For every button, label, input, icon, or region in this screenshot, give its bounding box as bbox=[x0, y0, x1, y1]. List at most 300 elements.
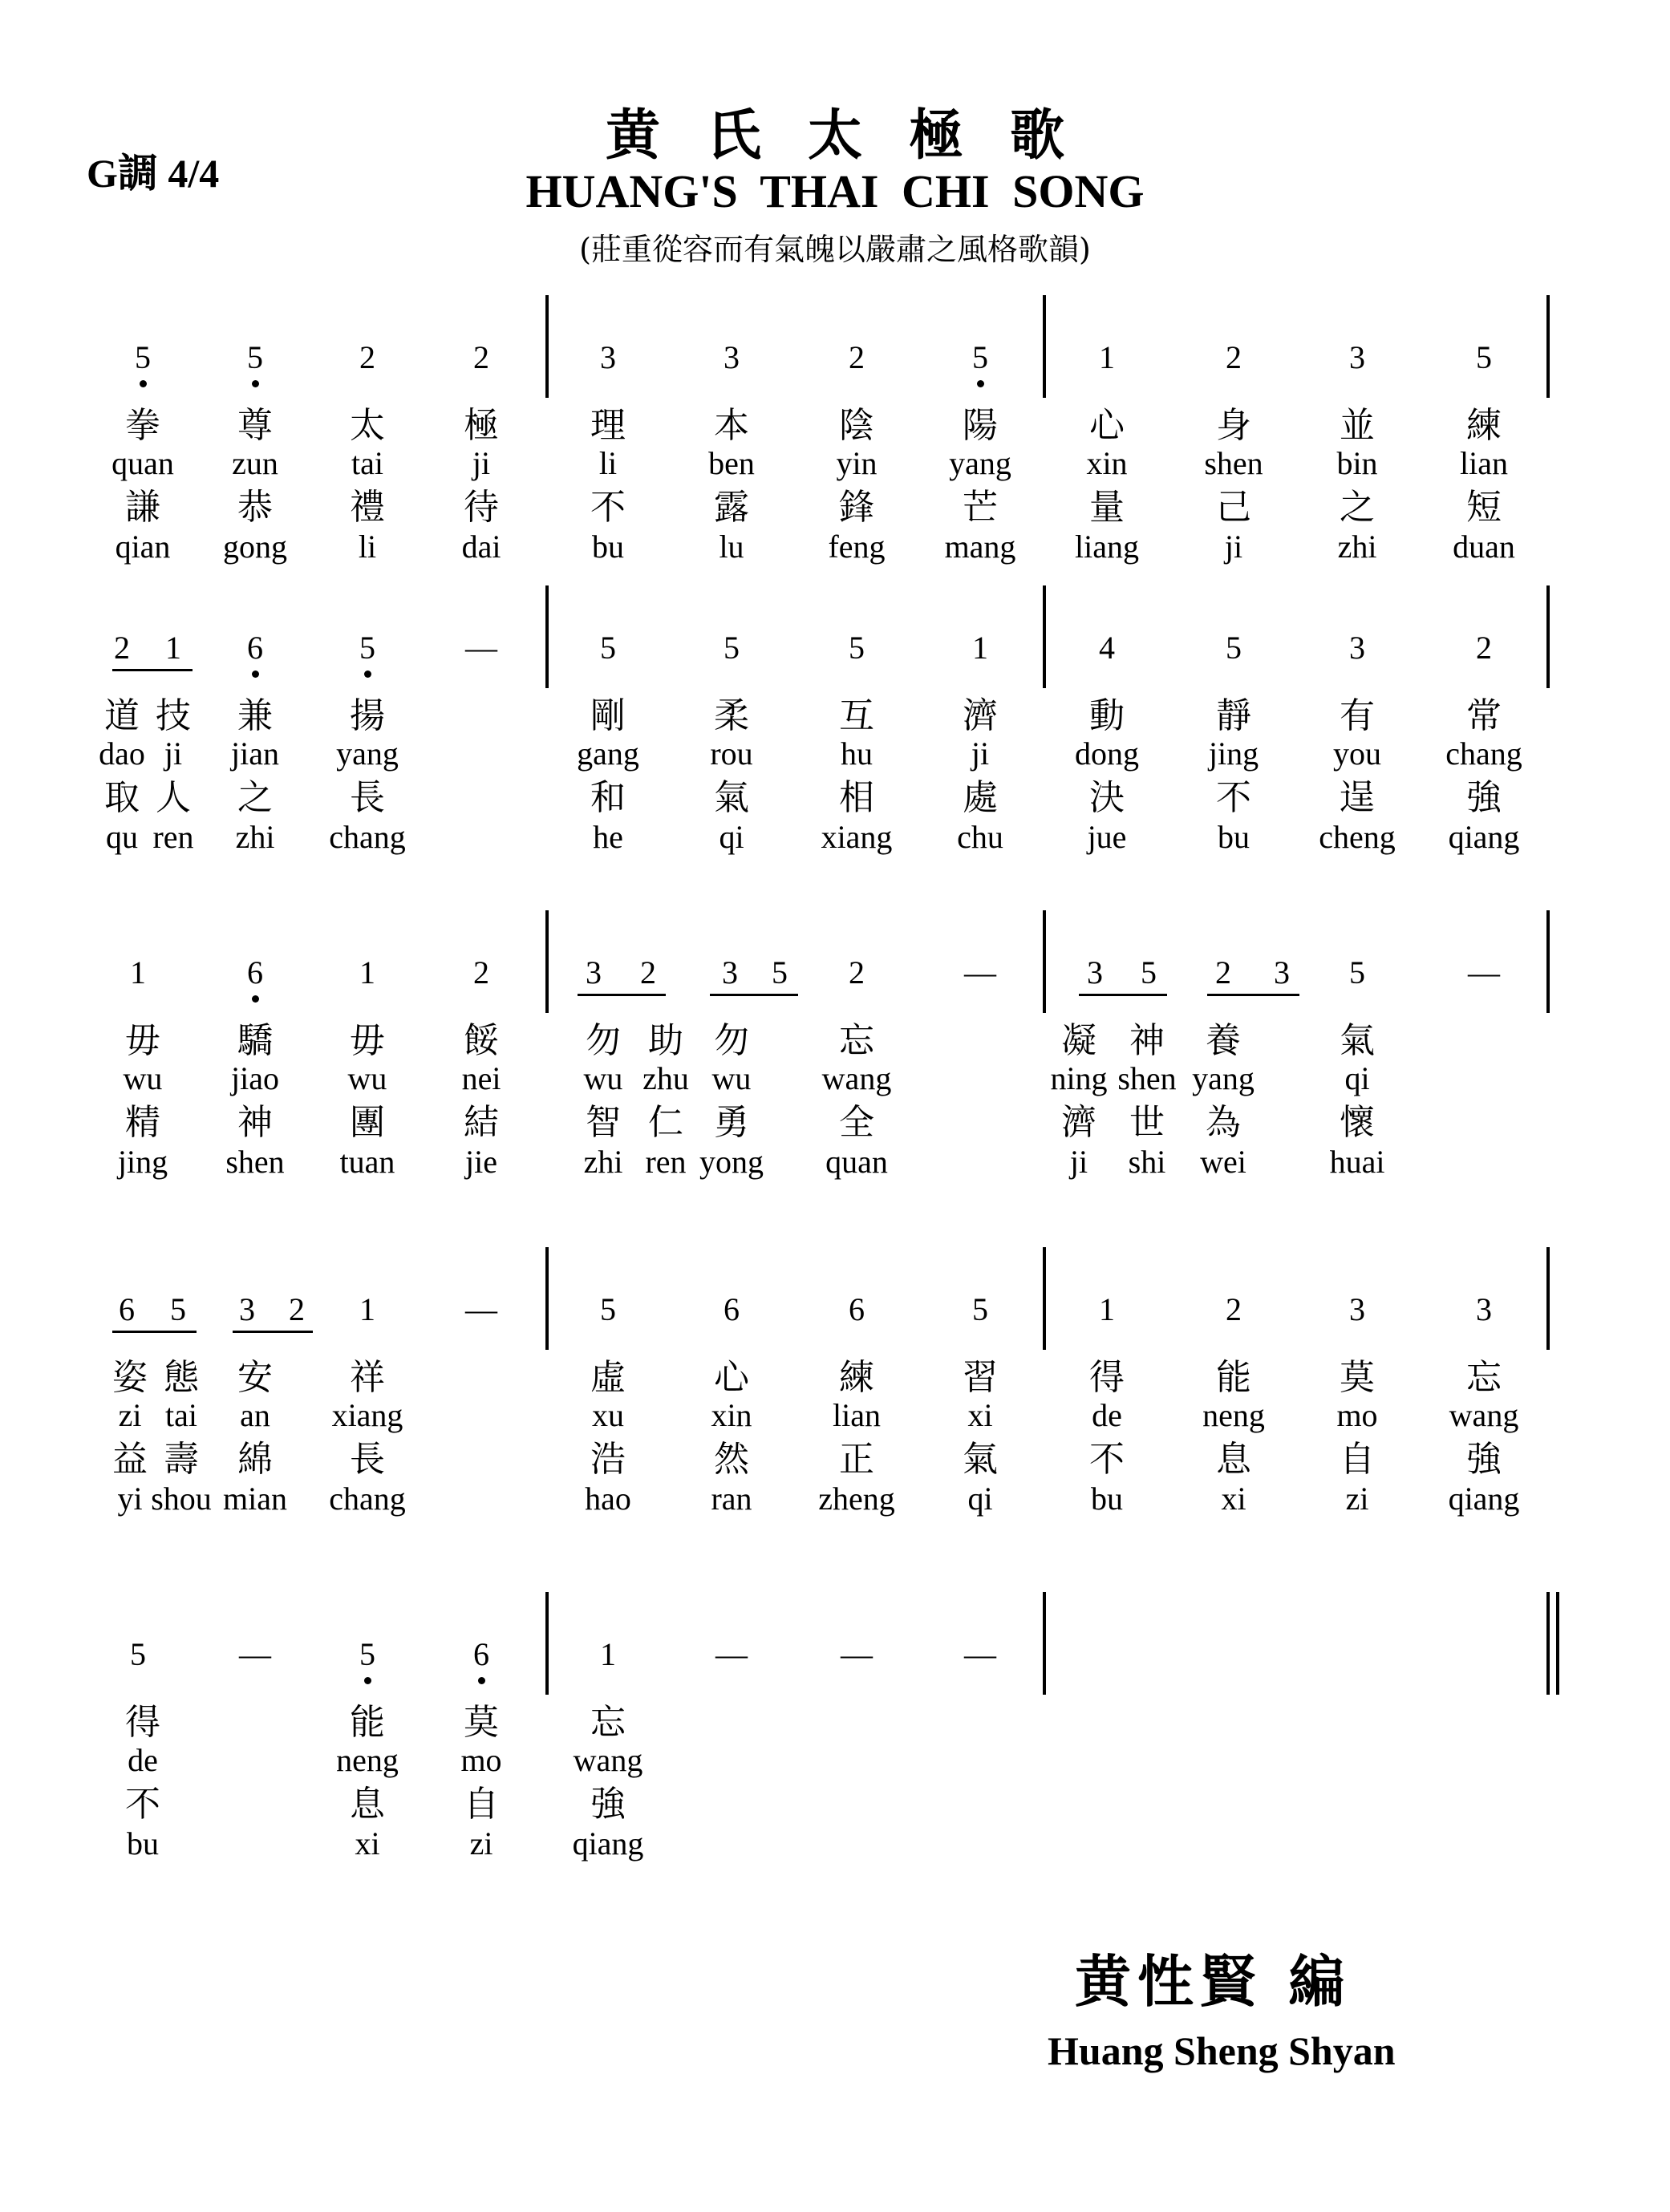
verse-2-character: 然 bbox=[714, 1439, 749, 1480]
verse-1-character: 養 bbox=[1206, 1020, 1241, 1061]
note-value: 3 bbox=[239, 1291, 255, 1327]
note-value: — bbox=[465, 1291, 497, 1327]
note-value: 3 bbox=[586, 954, 602, 991]
verse-2-character: 強 bbox=[590, 1784, 626, 1825]
note-value: 3 bbox=[1087, 954, 1103, 991]
verse-1-pinyin: ning bbox=[1050, 1060, 1108, 1096]
verse-2-pinyin: mang bbox=[944, 529, 1016, 565]
note-value: — bbox=[239, 1636, 271, 1672]
verse-1-character: 常 bbox=[1466, 695, 1502, 736]
verse-1-character: 餒 bbox=[464, 1020, 499, 1061]
verse-2-pinyin: jie bbox=[465, 1144, 497, 1180]
note bbox=[1333, 630, 1381, 666]
octave-dot-below bbox=[364, 1677, 371, 1684]
verse-1-pinyin: wang bbox=[1449, 1397, 1519, 1433]
note-value: 2 bbox=[289, 1291, 305, 1327]
verse-1-pinyin: shen bbox=[1117, 1060, 1177, 1096]
verse-2-pinyin: lu bbox=[719, 529, 744, 565]
verse-2-character: 正 bbox=[839, 1439, 874, 1480]
verse-2-character: 壽 bbox=[164, 1439, 199, 1480]
note-value: 2 bbox=[114, 630, 130, 666]
note bbox=[956, 340, 1004, 375]
note-value: 2 bbox=[1226, 339, 1242, 375]
verse-1-character: 能 bbox=[1216, 1357, 1251, 1398]
verse-2-pinyin: jing bbox=[117, 1144, 168, 1180]
verse-2-character: 露 bbox=[714, 487, 749, 528]
verse-1-character: 柔 bbox=[714, 695, 749, 736]
barline bbox=[1546, 1247, 1550, 1350]
verse-2-character: 不 bbox=[1216, 777, 1251, 818]
note bbox=[707, 630, 756, 666]
note-value: 5 bbox=[972, 339, 988, 375]
note-value: 5 bbox=[972, 1291, 988, 1327]
verse-2-pinyin: yi bbox=[117, 1481, 143, 1517]
barline bbox=[1043, 1592, 1046, 1695]
note bbox=[1083, 1292, 1131, 1327]
note-value: 3 bbox=[1274, 954, 1290, 991]
note-value: 1 bbox=[972, 630, 988, 666]
note-value: 6 bbox=[849, 1291, 865, 1327]
note-value: 5 bbox=[1141, 954, 1157, 991]
music-system bbox=[0, 1255, 1670, 1517]
note-value: 5 bbox=[359, 630, 375, 666]
verse-2-pinyin: xi bbox=[355, 1825, 380, 1862]
verse-2-character: 綿 bbox=[237, 1439, 273, 1480]
note-value: 2 bbox=[640, 954, 656, 991]
verse-2-pinyin: qu bbox=[106, 819, 138, 855]
verse-2-pinyin: chang bbox=[329, 1481, 406, 1517]
barline bbox=[1546, 910, 1550, 1013]
verse-2-pinyin: dai bbox=[461, 529, 501, 565]
verse-1-pinyin: neng bbox=[336, 1742, 399, 1778]
verse-1-pinyin: ji bbox=[164, 735, 183, 772]
octave-dot-below bbox=[478, 1677, 485, 1684]
verse-1-character: 祥 bbox=[350, 1357, 385, 1398]
note-value: 4 bbox=[1099, 630, 1115, 666]
verse-2-pinyin: cheng bbox=[1319, 819, 1396, 855]
verse-2-character: 自 bbox=[1340, 1439, 1375, 1480]
hold-dash bbox=[956, 955, 1004, 991]
note-value: 3 bbox=[724, 339, 740, 375]
verse-2-character: 懷 bbox=[1340, 1102, 1375, 1143]
verse-1-character: 忘 bbox=[1466, 1357, 1502, 1398]
verse-2-character: 世 bbox=[1129, 1102, 1165, 1143]
verse-1-pinyin: rou bbox=[710, 735, 753, 772]
verse-2-character: 強 bbox=[1466, 1439, 1502, 1480]
verse-2-character: 決 bbox=[1089, 777, 1125, 818]
note bbox=[956, 630, 1004, 666]
verse-1-character: 得 bbox=[1089, 1357, 1125, 1398]
verse-1-character: 太 bbox=[350, 405, 385, 446]
page-title-chinese: 黄氏太極歌 bbox=[605, 103, 1111, 168]
octave-dot-below bbox=[252, 380, 259, 387]
verse-2-character: 取 bbox=[104, 777, 140, 818]
verse-1-character: 勿 bbox=[586, 1020, 621, 1061]
verse-2-character: 不 bbox=[590, 487, 626, 528]
verse-2-character: 相 bbox=[839, 777, 874, 818]
note-value: 5 bbox=[247, 339, 263, 375]
note bbox=[1125, 955, 1173, 991]
eighth-note-underline bbox=[710, 994, 798, 996]
note bbox=[223, 1292, 271, 1327]
verse-2-pinyin: ren bbox=[152, 819, 194, 855]
note bbox=[231, 340, 279, 375]
verse-1-pinyin: yang bbox=[949, 445, 1011, 481]
verse-2-character: 恭 bbox=[237, 487, 273, 528]
verse-1-pinyin: li bbox=[598, 445, 618, 481]
verse-2-pinyin: qian bbox=[115, 529, 171, 565]
final-barline-thick bbox=[1556, 1592, 1559, 1695]
verse-2-character: 氣 bbox=[714, 777, 749, 818]
verse-1-pinyin: nei bbox=[461, 1060, 501, 1096]
verse-1-character: 濟 bbox=[963, 695, 998, 736]
note bbox=[98, 630, 146, 666]
verse-2-pinyin: feng bbox=[828, 529, 886, 565]
note-value: 1 bbox=[359, 1291, 375, 1327]
barline bbox=[1546, 295, 1550, 398]
verse-1-character: 揚 bbox=[350, 695, 385, 736]
verse-1-pinyin: xu bbox=[592, 1397, 624, 1433]
verse-1-character: 技 bbox=[156, 695, 191, 736]
verse-1-pinyin: xin bbox=[711, 1397, 752, 1433]
verse-1-pinyin: ji bbox=[472, 445, 491, 481]
note bbox=[1210, 1292, 1258, 1327]
verse-2-pinyin: gong bbox=[223, 529, 287, 565]
verse-2-character: 之 bbox=[1340, 487, 1375, 528]
eighth-note-underline bbox=[1079, 994, 1167, 996]
verse-2-pinyin: quan bbox=[825, 1144, 888, 1180]
verse-2-pinyin: li bbox=[358, 529, 377, 565]
note bbox=[707, 1292, 756, 1327]
hold-dash bbox=[457, 630, 505, 666]
verse-2-pinyin: qiang bbox=[1448, 1481, 1520, 1517]
octave-dot-below bbox=[977, 380, 984, 387]
note-value: 3 bbox=[1349, 630, 1365, 666]
barline bbox=[1043, 1247, 1046, 1350]
verse-2-pinyin: huai bbox=[1329, 1144, 1385, 1180]
verse-2-character: 息 bbox=[350, 1784, 385, 1825]
verse-1-pinyin: neng bbox=[1202, 1397, 1265, 1433]
verse-1-character: 習 bbox=[963, 1357, 998, 1398]
verse-1-character: 尊 bbox=[237, 405, 273, 446]
note-value: 2 bbox=[473, 954, 489, 991]
verse-1-character: 陽 bbox=[963, 405, 998, 446]
verse-1-character: 互 bbox=[839, 695, 874, 736]
octave-dot-below bbox=[140, 380, 147, 387]
barline bbox=[545, 295, 549, 398]
verse-2-character: 仁 bbox=[648, 1102, 683, 1143]
verse-2-pinyin: duan bbox=[1453, 529, 1515, 565]
verse-1-pinyin: jiao bbox=[231, 1060, 279, 1096]
verse-1-character: 心 bbox=[1089, 405, 1125, 446]
hold-dash bbox=[231, 1637, 279, 1672]
page-title-english: HUANG'S THAI CHI SONG bbox=[525, 165, 1145, 217]
verse-2-pinyin: he bbox=[593, 819, 623, 855]
verse-1-pinyin: xin bbox=[1086, 445, 1128, 481]
note-value: 3 bbox=[1349, 1291, 1365, 1327]
verse-1-character: 得 bbox=[125, 1702, 160, 1743]
note bbox=[1199, 955, 1247, 991]
music-system bbox=[0, 918, 1670, 1180]
verse-1-pinyin: bin bbox=[1336, 445, 1378, 481]
verse-1-character: 氣 bbox=[1340, 1020, 1375, 1061]
verse-2-character: 己 bbox=[1216, 487, 1251, 528]
verse-2-pinyin: bu bbox=[1218, 819, 1250, 855]
note-value: 1 bbox=[600, 1636, 616, 1672]
verse-2-pinyin: shen bbox=[225, 1144, 285, 1180]
note-value: 3 bbox=[1349, 339, 1365, 375]
note bbox=[584, 1292, 632, 1327]
note-value: 3 bbox=[600, 339, 616, 375]
verse-2-pinyin: chu bbox=[957, 819, 1003, 855]
verse-1-pinyin: jing bbox=[1208, 735, 1259, 772]
note-value: 5 bbox=[724, 630, 740, 666]
barline bbox=[1546, 585, 1550, 688]
note-value: 2 bbox=[359, 339, 375, 375]
verse-2-character: 鋒 bbox=[839, 487, 874, 528]
performance-direction: (莊重從容而有氣魄以嚴肅之風格歌韻) bbox=[579, 232, 1091, 267]
verse-2-pinyin: zhi bbox=[1337, 529, 1377, 565]
verse-1-character: 毋 bbox=[125, 1020, 160, 1061]
barline bbox=[545, 1592, 549, 1695]
verse-2-character: 長 bbox=[350, 777, 385, 818]
verse-1-pinyin: chang bbox=[1445, 735, 1522, 772]
note bbox=[833, 340, 881, 375]
verse-1-character: 剛 bbox=[590, 695, 626, 736]
eighth-note-underline bbox=[578, 994, 666, 996]
verse-1-pinyin: zun bbox=[232, 445, 278, 481]
barline bbox=[1043, 585, 1046, 688]
note-value: 5 bbox=[359, 1636, 375, 1672]
hold-dash bbox=[833, 1637, 881, 1672]
verse-1-pinyin: dao bbox=[99, 735, 145, 772]
verse-1-character: 有 bbox=[1340, 695, 1375, 736]
verse-2-character: 為 bbox=[1206, 1102, 1241, 1143]
note bbox=[119, 340, 167, 375]
verse-1-character: 靜 bbox=[1216, 695, 1251, 736]
note bbox=[833, 1292, 881, 1327]
verse-1-character: 安 bbox=[237, 1357, 273, 1398]
verse-2-pinyin: zi bbox=[469, 1825, 493, 1862]
note bbox=[584, 340, 632, 375]
note-value: 6 bbox=[724, 1291, 740, 1327]
verse-1-pinyin: wu bbox=[583, 1060, 623, 1096]
eighth-note-underline bbox=[233, 1331, 313, 1333]
verse-2-pinyin: xiang bbox=[821, 819, 893, 855]
verse-2-character: 處 bbox=[963, 777, 998, 818]
verse-2-pinyin: bu bbox=[127, 1825, 159, 1862]
note-value: 2 bbox=[1215, 954, 1231, 991]
verse-2-pinyin: liang bbox=[1075, 529, 1139, 565]
verse-2-pinyin: zhi bbox=[583, 1144, 623, 1180]
note-value: 1 bbox=[1099, 339, 1115, 375]
verse-1-pinyin: wang bbox=[821, 1060, 892, 1096]
note bbox=[1460, 340, 1508, 375]
note-value: 5 bbox=[130, 1636, 146, 1672]
note-value: 5 bbox=[600, 1291, 616, 1327]
verse-2-character: 氣 bbox=[963, 1439, 998, 1480]
verse-1-character: 毋 bbox=[350, 1020, 385, 1061]
verse-1-character: 莫 bbox=[464, 1702, 499, 1743]
verse-1-character: 理 bbox=[590, 405, 626, 446]
key-signature: G調 4/4 bbox=[87, 151, 220, 196]
note bbox=[343, 955, 391, 991]
note bbox=[1333, 340, 1381, 375]
verse-1-pinyin: de bbox=[128, 1742, 158, 1778]
verse-2-character: 人 bbox=[156, 777, 191, 818]
verse-1-character: 助 bbox=[648, 1020, 683, 1061]
verse-1-pinyin: wang bbox=[573, 1742, 643, 1778]
note-value: 6 bbox=[473, 1636, 489, 1672]
verse-1-pinyin: dong bbox=[1075, 735, 1139, 772]
verse-1-character: 練 bbox=[1466, 405, 1502, 446]
verse-1-pinyin: you bbox=[1333, 735, 1381, 772]
note-value: — bbox=[715, 1636, 748, 1672]
barline bbox=[545, 1247, 549, 1350]
verse-2-character: 謙 bbox=[125, 487, 160, 528]
verse-1-character: 凝 bbox=[1061, 1020, 1096, 1061]
note bbox=[584, 1637, 632, 1672]
note bbox=[114, 1637, 162, 1672]
note-value: 5 bbox=[600, 630, 616, 666]
verse-2-character: 芒 bbox=[963, 487, 998, 528]
note-value: 2 bbox=[1226, 1291, 1242, 1327]
note bbox=[103, 1292, 151, 1327]
verse-1-character: 拳 bbox=[125, 405, 160, 446]
verse-1-character: 姿 bbox=[112, 1357, 148, 1398]
eighth-note-underline bbox=[1207, 994, 1299, 996]
author-english: Huang Sheng Shyan bbox=[1048, 2028, 1396, 2073]
verse-1-character: 兼 bbox=[237, 695, 273, 736]
note bbox=[154, 1292, 202, 1327]
note bbox=[343, 1637, 391, 1672]
verse-2-pinyin: zhi bbox=[235, 819, 275, 855]
verse-1-character: 並 bbox=[1340, 405, 1375, 446]
music-system bbox=[0, 594, 1670, 855]
note bbox=[1210, 630, 1258, 666]
verse-2-pinyin: qi bbox=[967, 1481, 993, 1517]
note-value: 2 bbox=[849, 339, 865, 375]
author-chinese: 黄性賢 編 bbox=[1075, 1948, 1352, 2015]
verse-2-character: 濟 bbox=[1061, 1102, 1096, 1143]
verse-1-character: 心 bbox=[714, 1357, 749, 1398]
verse-1-pinyin: xi bbox=[967, 1397, 993, 1433]
verse-1-character: 忘 bbox=[839, 1020, 874, 1061]
verse-1-pinyin: an bbox=[240, 1397, 270, 1433]
note bbox=[956, 1292, 1004, 1327]
verse-1-pinyin: lian bbox=[1460, 445, 1508, 481]
verse-2-character: 短 bbox=[1466, 487, 1502, 528]
note-value: — bbox=[841, 1636, 873, 1672]
note bbox=[343, 1292, 391, 1327]
verse-1-pinyin: mo bbox=[1336, 1397, 1378, 1433]
verse-2-character: 強 bbox=[1466, 777, 1502, 818]
note bbox=[1071, 955, 1119, 991]
note-value: 1 bbox=[130, 954, 146, 991]
verse-1-character: 陰 bbox=[839, 405, 874, 446]
note bbox=[584, 630, 632, 666]
note-value: — bbox=[964, 954, 996, 991]
verse-2-pinyin: mian bbox=[223, 1481, 287, 1517]
note bbox=[756, 955, 804, 991]
verse-1-character: 能 bbox=[350, 1702, 385, 1743]
octave-dot-below bbox=[364, 670, 371, 678]
verse-2-character: 不 bbox=[125, 1784, 160, 1825]
verse-2-pinyin: chang bbox=[329, 819, 406, 855]
note-value: 5 bbox=[772, 954, 788, 991]
verse-2-character: 之 bbox=[237, 777, 273, 818]
note-value: — bbox=[465, 630, 497, 666]
note-value: 2 bbox=[473, 339, 489, 375]
note-value: 2 bbox=[1476, 630, 1492, 666]
verse-1-character: 驕 bbox=[237, 1020, 273, 1061]
verse-2-character: 量 bbox=[1089, 487, 1125, 528]
verse-1-character: 動 bbox=[1089, 695, 1125, 736]
verse-2-pinyin: hao bbox=[585, 1481, 631, 1517]
verse-1-pinyin: shen bbox=[1204, 445, 1263, 481]
note bbox=[1460, 1292, 1508, 1327]
note bbox=[1083, 340, 1131, 375]
verse-1-pinyin: zhu bbox=[642, 1060, 689, 1096]
barline bbox=[1043, 295, 1046, 398]
verse-2-pinyin: xi bbox=[1221, 1481, 1246, 1517]
verse-1-pinyin: wu bbox=[347, 1060, 387, 1096]
note bbox=[1083, 630, 1131, 666]
verse-1-character: 身 bbox=[1216, 405, 1251, 446]
verse-2-pinyin: yong bbox=[699, 1144, 764, 1180]
verse-2-pinyin: bu bbox=[1091, 1481, 1123, 1517]
verse-1-pinyin: yang bbox=[336, 735, 399, 772]
verse-2-pinyin: shou bbox=[151, 1481, 212, 1517]
verse-1-pinyin: quan bbox=[111, 445, 174, 481]
verse-2-pinyin: wei bbox=[1200, 1144, 1246, 1180]
octave-dot-below bbox=[252, 995, 259, 1003]
barline bbox=[545, 585, 549, 688]
verse-1-character: 勿 bbox=[714, 1020, 749, 1061]
verse-2-pinyin: qiang bbox=[572, 1825, 644, 1862]
barline bbox=[545, 910, 549, 1013]
verse-1-character: 道 bbox=[104, 695, 140, 736]
verse-1-character: 忘 bbox=[590, 1702, 626, 1743]
verse-1-pinyin: tai bbox=[165, 1397, 197, 1433]
note-value: 5 bbox=[849, 630, 865, 666]
verse-2-pinyin: ji bbox=[1224, 529, 1243, 565]
verse-1-character: 練 bbox=[839, 1357, 874, 1398]
note-value: 6 bbox=[247, 954, 263, 991]
verse-1-pinyin: zi bbox=[118, 1397, 142, 1433]
note-value: 1 bbox=[165, 630, 181, 666]
note-value: 2 bbox=[849, 954, 865, 991]
note-value: 3 bbox=[722, 954, 738, 991]
note-value: — bbox=[964, 1636, 996, 1672]
verse-2-character: 神 bbox=[237, 1102, 273, 1143]
note bbox=[114, 955, 162, 991]
note bbox=[231, 630, 279, 666]
verse-2-character: 不 bbox=[1089, 1439, 1125, 1480]
verse-1-character: 態 bbox=[164, 1357, 199, 1398]
music-system bbox=[0, 303, 1670, 565]
verse-2-character: 和 bbox=[590, 777, 626, 818]
verse-1-pinyin: yang bbox=[1192, 1060, 1255, 1096]
verse-2-pinyin: ji bbox=[1069, 1144, 1088, 1180]
note bbox=[1333, 955, 1381, 991]
note-value: 1 bbox=[359, 954, 375, 991]
verse-1-pinyin: hu bbox=[841, 735, 873, 772]
verse-2-pinyin: zheng bbox=[818, 1481, 895, 1517]
verse-1-pinyin: tai bbox=[351, 445, 383, 481]
verse-1-character: 虛 bbox=[590, 1357, 626, 1398]
verse-2-character: 勇 bbox=[714, 1102, 749, 1143]
